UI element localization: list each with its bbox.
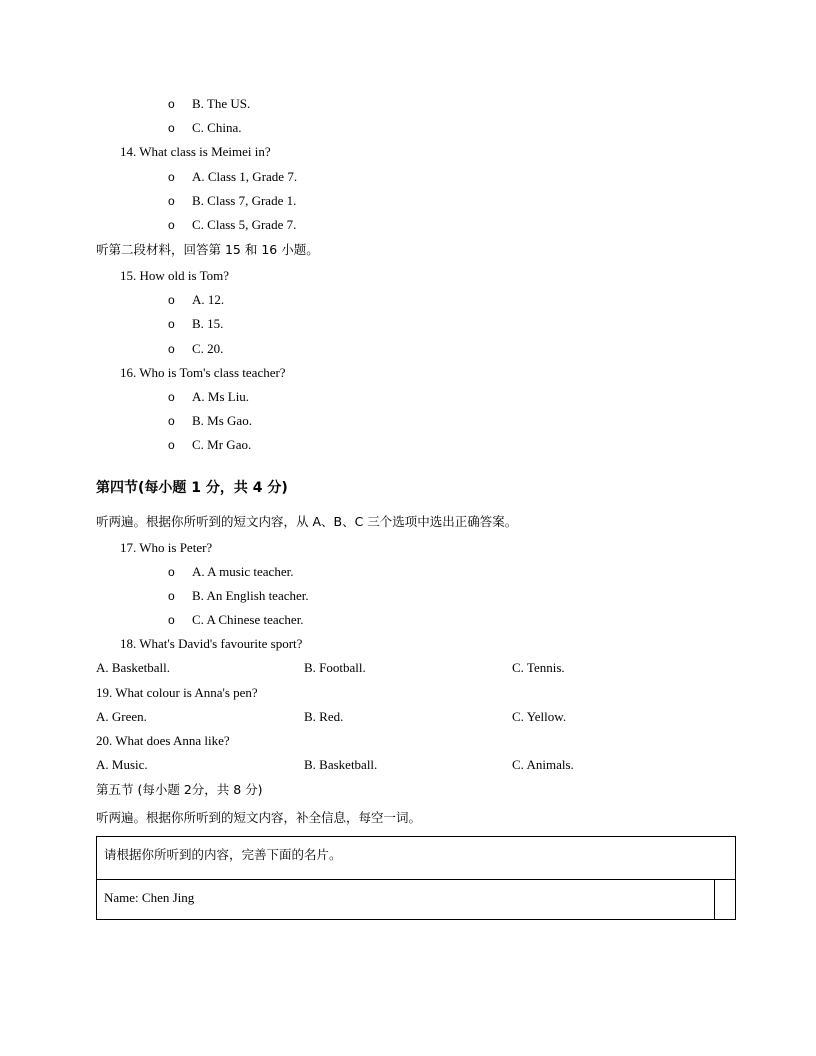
q20-option-b: B. Basketball. bbox=[304, 757, 378, 772]
q19-option-b: B. Red. bbox=[304, 709, 344, 724]
q20-option-a: A. Music. bbox=[96, 757, 148, 772]
q20-question: 20. What does Anna like? bbox=[96, 733, 230, 748]
q19-question: 19. What colour is Anna's pen? bbox=[96, 685, 258, 700]
q17-option-c: C. A Chinese teacher. bbox=[192, 612, 304, 627]
bullet-marker: o bbox=[168, 170, 175, 184]
bullet-marker: o bbox=[168, 613, 175, 627]
card-prompt: 请根据你所听到的内容，完善下面的名片。 bbox=[104, 847, 342, 862]
q19-option-a: A. Green. bbox=[96, 709, 147, 724]
bullet-marker: o bbox=[168, 414, 175, 428]
table-divider bbox=[714, 880, 715, 920]
q15-option-b: B. 15. bbox=[192, 316, 224, 331]
q18-question: 18. What's David's favourite sport? bbox=[120, 636, 303, 651]
bullet-marker: o bbox=[168, 293, 175, 307]
q16-option-b: B. Ms Gao. bbox=[192, 413, 252, 428]
bullet-marker: o bbox=[168, 317, 175, 331]
bullet-marker: o bbox=[168, 565, 175, 579]
bullet-marker: o bbox=[168, 438, 175, 452]
q17-option-b: B. An English teacher. bbox=[192, 588, 309, 603]
q15-question: 15. How old is Tom? bbox=[120, 268, 229, 283]
bullet-marker: o bbox=[168, 97, 175, 111]
part5-heading: 第五节 (每小题 2分，共 8 分) bbox=[96, 782, 263, 797]
q20-option-c: C. Animals. bbox=[512, 757, 574, 772]
q19-option-c: C. Yellow. bbox=[512, 709, 567, 724]
q16-question: 16. Who is Tom's class teacher? bbox=[120, 365, 286, 380]
q14-question: 14. What class is Meimei in? bbox=[120, 144, 271, 159]
card-prompt-row bbox=[97, 837, 735, 880]
business-card-table bbox=[96, 836, 736, 920]
q18-option-b: B. Football. bbox=[304, 660, 366, 675]
bullet-marker: o bbox=[168, 121, 175, 135]
q14-option-a: A. Class 1, Grade 7. bbox=[192, 169, 298, 184]
part5-instruction: 听两遍。根据你所听到的短文内容，补全信息，每空一词。 bbox=[96, 810, 422, 825]
part4-heading: 第四节(每小题 1 分，共 4 分) bbox=[96, 480, 288, 496]
q15-option-a: A. 12. bbox=[192, 292, 225, 307]
card-name-row bbox=[97, 880, 735, 920]
q16-option-c: C. Mr Gao. bbox=[192, 437, 252, 452]
q17-option-a: A. A music teacher. bbox=[192, 564, 294, 579]
q18-option-c: C. Tennis. bbox=[512, 660, 565, 675]
q15-option-c: C. 20. bbox=[192, 341, 224, 356]
q14-option-c: C. Class 5, Grade 7. bbox=[192, 217, 297, 232]
q14-option-b: B. Class 7, Grade 1. bbox=[192, 193, 297, 208]
q17-question: 17. Who is Peter? bbox=[120, 540, 213, 555]
q13-option-b: B. The US. bbox=[192, 96, 251, 111]
part4-instruction: 听两遍。根据你所听到的短文内容，从 A、B、C 三个选项中选出正确答案。 bbox=[96, 514, 518, 529]
bullet-marker: o bbox=[168, 589, 175, 603]
bullet-marker: o bbox=[168, 194, 175, 208]
bullet-marker: o bbox=[168, 342, 175, 356]
q18-option-a: A. Basketball. bbox=[96, 660, 171, 675]
section-note-material-2: 听第二段材料，回答第 15 和 16 小题。 bbox=[96, 242, 319, 257]
bullet-marker: o bbox=[168, 218, 175, 232]
q13-option-c: C. China. bbox=[192, 120, 242, 135]
bullet-marker: o bbox=[168, 390, 175, 404]
card-name-line: Name: Chen Jing bbox=[104, 890, 195, 905]
q16-option-a: A. Ms Liu. bbox=[192, 389, 250, 404]
